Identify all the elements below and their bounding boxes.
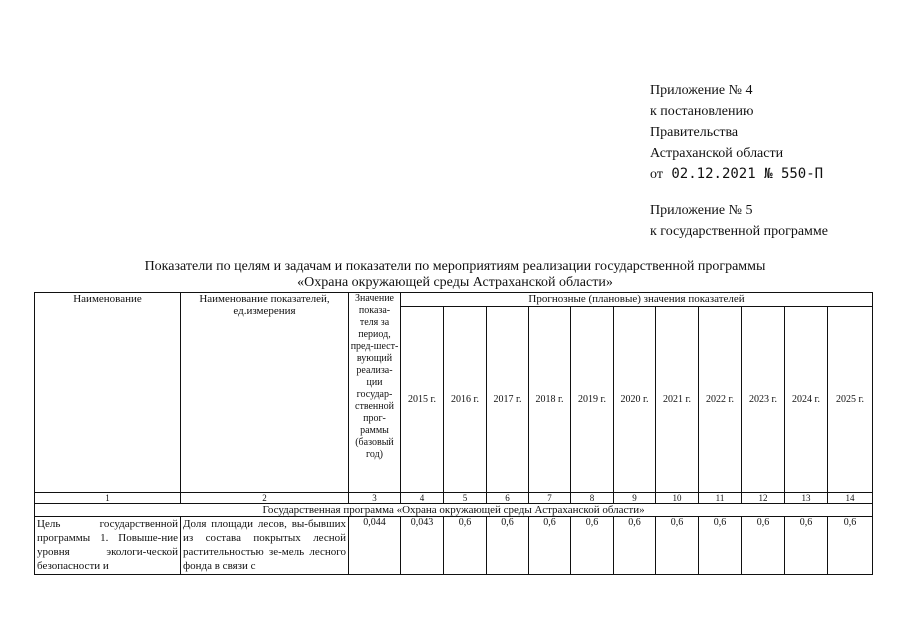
- row-value-2022: 0,6: [699, 517, 742, 575]
- header-year-2015: 2015 г.: [401, 307, 444, 493]
- date-prefix: от: [650, 167, 663, 182]
- column-number: 13: [785, 493, 828, 504]
- header-year-2023: 2023 г.: [742, 307, 785, 493]
- decree-date-number: 02.12.2021 № 550-П: [671, 166, 824, 182]
- column-number: 6: [487, 493, 529, 504]
- document-title: [60, 259, 850, 291]
- column-number: 9: [614, 493, 656, 504]
- header-year-2025: 2025 г.: [828, 307, 873, 493]
- column-number: 1: [35, 493, 181, 504]
- appendix-4-line-4: Астраханской области: [650, 146, 784, 161]
- header-year-2016: 2016 г.: [444, 307, 487, 493]
- row-value-2023: 0,6: [742, 517, 785, 575]
- appendix-4-line-2: к постановлению: [650, 104, 754, 119]
- document-title-line-1: Показатели по целям и задачам и показатели по мероприятиям реализации государственной программы: [144, 259, 766, 274]
- header-year-2020: 2020 г.: [614, 307, 656, 493]
- header-forecast: Прогнозные (плановые) значения показателей: [401, 293, 873, 307]
- row-value-2017: 0,6: [487, 517, 529, 575]
- column-number: 14: [828, 493, 873, 504]
- table-row: [35, 517, 873, 575]
- column-number-row: [35, 493, 873, 504]
- appendix-5-line-2: к государственной программе: [650, 224, 828, 239]
- document-title-line-2: «Охрана окружающей среды Астраханской области»: [297, 275, 613, 290]
- row-value-2018: 0,6: [529, 517, 571, 575]
- column-number: 4: [401, 493, 444, 504]
- column-number: 8: [571, 493, 614, 504]
- column-number: 7: [529, 493, 571, 504]
- row-value-2019: 0,6: [571, 517, 614, 575]
- column-number: 5: [444, 493, 487, 504]
- appendix-4-title: Приложение № 4: [650, 83, 753, 98]
- row-value-2025: 0,6: [828, 517, 873, 575]
- header-year-2022: 2022 г.: [699, 307, 742, 493]
- appendix-5-block: [650, 200, 828, 242]
- row-value-2020: 0,6: [614, 517, 656, 575]
- header-year-2017: 2017 г.: [487, 307, 529, 493]
- appendix-4-line-3: Правительства: [650, 125, 739, 140]
- header-indicator: Наименование показателей, ед.измерения: [181, 293, 349, 493]
- program-title-row: Государственная программа «Охрана окружающей среды Астраханской области»: [35, 504, 873, 517]
- row-value-2015: 0,043: [401, 517, 444, 575]
- appendix-4-date-line: [650, 164, 823, 185]
- appendix-4-block: [650, 80, 823, 185]
- header-year-2021: 2021 г.: [656, 307, 699, 493]
- column-number: 12: [742, 493, 785, 504]
- header-year-2018: 2018 г.: [529, 307, 571, 493]
- indicators-table: [34, 292, 873, 575]
- header-year-2019: 2019 г.: [571, 307, 614, 493]
- row-value-2016: 0,6: [444, 517, 487, 575]
- column-number: 11: [699, 493, 742, 504]
- column-number: 3: [349, 493, 401, 504]
- header-year-2024: 2024 г.: [785, 307, 828, 493]
- row-indicator-name: Доля площади лесов, вы-бывших из состава покрытых лесной растительностью зе-мель лесного фонда в связи с: [181, 517, 349, 575]
- row-base-value: 0,044: [349, 517, 401, 575]
- row-value-2021: 0,6: [656, 517, 699, 575]
- row-value-2024: 0,6: [785, 517, 828, 575]
- column-number: 10: [656, 493, 699, 504]
- appendix-5-title: Приложение № 5: [650, 203, 753, 218]
- column-number: 2: [181, 493, 349, 504]
- header-name: Наименование: [35, 293, 181, 493]
- row-goal-name: Цель государственной программы 1. Повыше-ние уровня экологи-ческой безопасности и: [35, 517, 181, 575]
- header-base-value: Значение показа-теля за период, пред-шест-вующий реализа-ции государ-ственной прог-раммы (базовый год): [349, 293, 401, 493]
